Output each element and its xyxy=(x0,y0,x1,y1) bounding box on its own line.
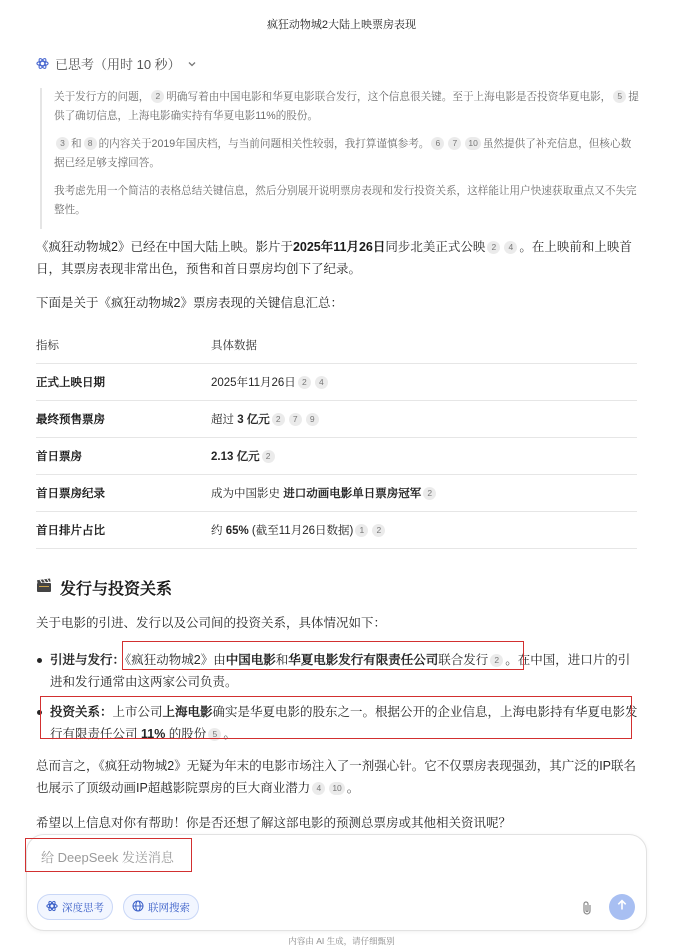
citation-badge[interactable]: 4 xyxy=(315,376,328,389)
table-row xyxy=(36,474,637,511)
section-heading xyxy=(36,576,172,599)
deep-think-atom-icon xyxy=(36,57,49,70)
citation-badge[interactable]: 3 xyxy=(56,137,69,150)
list-item: 引进与发行：《疯狂动物城2》由中国电影和华夏电影发行有限责任公司联合发行 2 。在中国，进口片的引进和发行通常由这两家公司负责。 xyxy=(36,649,640,693)
citation-badge[interactable]: 2 xyxy=(423,487,436,500)
citation-badge[interactable]: 2 xyxy=(151,90,164,103)
chevron-down-icon xyxy=(187,59,197,69)
bullet-label: 投资关系： xyxy=(50,705,113,719)
table-cell-key: 最终预售票房 xyxy=(36,400,211,437)
citation-badge[interactable]: 1 xyxy=(355,524,368,537)
table-cell-value: 2025年11月26日 2 4 xyxy=(211,363,637,400)
citation-badge[interactable]: 4 xyxy=(312,782,325,795)
arrow-up-icon xyxy=(616,898,628,916)
deep-think-button[interactable] xyxy=(37,894,113,920)
list-item: 投资关系：上市公司上海电影确实是华夏电影的股东之一。根据公开的企业信息，上海电影持有华夏电影发行有限责任公司 11% 的股份 5 。 xyxy=(36,701,640,745)
table-cell-key: 首日票房纪录 xyxy=(36,474,211,511)
citation-badge[interactable]: 2 xyxy=(372,524,385,537)
thinking-text: 明确写着由中国电影和华夏电影联合发行，这个信息很关键。至于上海电影是否投资华夏电影， xyxy=(166,91,612,103)
web-search-label: 联网搜索 xyxy=(148,901,190,914)
table-row xyxy=(36,400,637,437)
table-intro: 下面是关于《疯狂动物城2》票房表现的关键信息汇总： xyxy=(36,296,343,310)
citation-badge[interactable]: 4 xyxy=(504,241,517,254)
thinking-paragraph: 我考虑先用一个简洁的表格总结关键信息，然后分别展开说明票房表现和发行投资关系，这样能让用户快速获取重点又不失完整性。 xyxy=(54,185,637,216)
citation-badge[interactable]: 10 xyxy=(465,137,480,150)
citation-badge[interactable]: 2 xyxy=(272,413,285,426)
message-composer xyxy=(26,834,647,931)
citation-badge[interactable]: 10 xyxy=(329,782,344,795)
conversation-title: 疯狂动物城2大陆上映票房表现 xyxy=(266,19,417,31)
section-heading-text: 发行与投资关系 xyxy=(60,581,173,598)
thinking-paragraph xyxy=(54,88,640,126)
citation-badge[interactable]: 7 xyxy=(289,413,302,426)
table-row xyxy=(36,437,637,474)
deep-think-atom-icon xyxy=(46,900,58,915)
box-office-table xyxy=(36,327,637,549)
bullet-label: 引进与发行： xyxy=(50,653,126,667)
table-header: 具体数据 xyxy=(211,327,637,363)
answer-text: 同步北美正式公映 xyxy=(385,240,486,254)
citation-badge[interactable]: 2 xyxy=(262,450,275,463)
table-header: 指标 xyxy=(36,327,211,363)
table-cell-key: 首日排片占比 xyxy=(36,511,211,548)
citation-badge[interactable]: 2 xyxy=(298,376,311,389)
web-search-button[interactable] xyxy=(123,894,199,920)
citation-badge[interactable]: 7 xyxy=(448,137,461,150)
citation-badge[interactable]: 8 xyxy=(84,137,97,150)
thinking-text: 虽然提供了补充信息，但核心数据已经足够支撑回答。 xyxy=(54,138,632,169)
table-row xyxy=(36,511,637,548)
answer-text: 总而言之，《疯狂动物城2》无疑为年末的电影市场注入了一剂强心针。它不仅票房表现强劲，其广泛的IP联名也展示了顶级动画IP超越影院票房的巨大商业潜力 xyxy=(36,759,637,795)
answer-text: 。在上映前和上映首日，其票房表现非常出色，预售和首日票房均创下了纪录。 xyxy=(36,240,632,276)
thinking-content xyxy=(40,88,640,229)
table-header-row xyxy=(36,327,637,363)
release-date: 2025年11月26日 xyxy=(292,240,386,254)
answer-summary xyxy=(36,755,640,799)
answer-closing: 希望以上信息对你有帮助！你是否还想了解这部电影的预测总票房或其他相关资讯呢？ xyxy=(36,816,512,830)
citation-badge[interactable]: 5 xyxy=(208,728,221,741)
deep-think-label: 深度思考 xyxy=(62,901,104,914)
table-row xyxy=(36,363,637,400)
ai-disclaimer: 内容由 AI 生成，请仔细甄别 xyxy=(288,936,395,946)
citation-badge[interactable]: 5 xyxy=(613,90,626,103)
table-cell-value: 成为中国影史 进口动画电影单日票房冠军 2 xyxy=(211,474,637,511)
citation-badge[interactable]: 9 xyxy=(306,413,319,426)
table-cell-value: 约 65% (截至11月26日数据) 1 2 xyxy=(211,511,637,548)
thinking-toggle-label: 已思考（用时 10 秒） xyxy=(55,57,181,72)
thinking-text: 和 xyxy=(71,138,82,150)
thinking-text: 提供了确切信息，上海电影确实持有华夏电影11%的股份。 xyxy=(54,91,639,122)
message-input[interactable] xyxy=(41,845,401,869)
thinking-text: 的内容关于2019年国庆档，与当前问题相关性较弱，我打算谨慎参考。 xyxy=(98,138,430,150)
thinking-text: 关于发行方的问题， xyxy=(54,91,150,103)
citation-badge[interactable]: 6 xyxy=(431,137,444,150)
attach-paperclip-icon[interactable] xyxy=(578,897,596,919)
table-cell-key: 正式上映日期 xyxy=(36,363,211,400)
table-cell-value: 2.13 亿元 2 xyxy=(211,437,637,474)
answer-intro xyxy=(36,236,640,280)
clapperboard-icon xyxy=(36,578,52,598)
thinking-toggle[interactable] xyxy=(36,54,197,73)
citation-badge[interactable]: 2 xyxy=(487,241,500,254)
bullet-list xyxy=(36,649,640,745)
section-intro: 关于电影的引进、发行以及公司间的投资关系，具体情况如下： xyxy=(36,616,387,630)
answer-text: 《疯狂动物城2》已经在中国大陆上映。影片于 xyxy=(36,240,293,254)
globe-icon xyxy=(132,900,144,915)
table-cell-value: 超过 3 亿元 2 7 9 xyxy=(211,400,637,437)
table-cell-key: 首日票房 xyxy=(36,437,211,474)
citation-badge[interactable]: 2 xyxy=(490,654,503,667)
send-button[interactable] xyxy=(609,894,635,920)
thinking-paragraph xyxy=(54,135,640,173)
answer-text: 。 xyxy=(346,781,360,795)
